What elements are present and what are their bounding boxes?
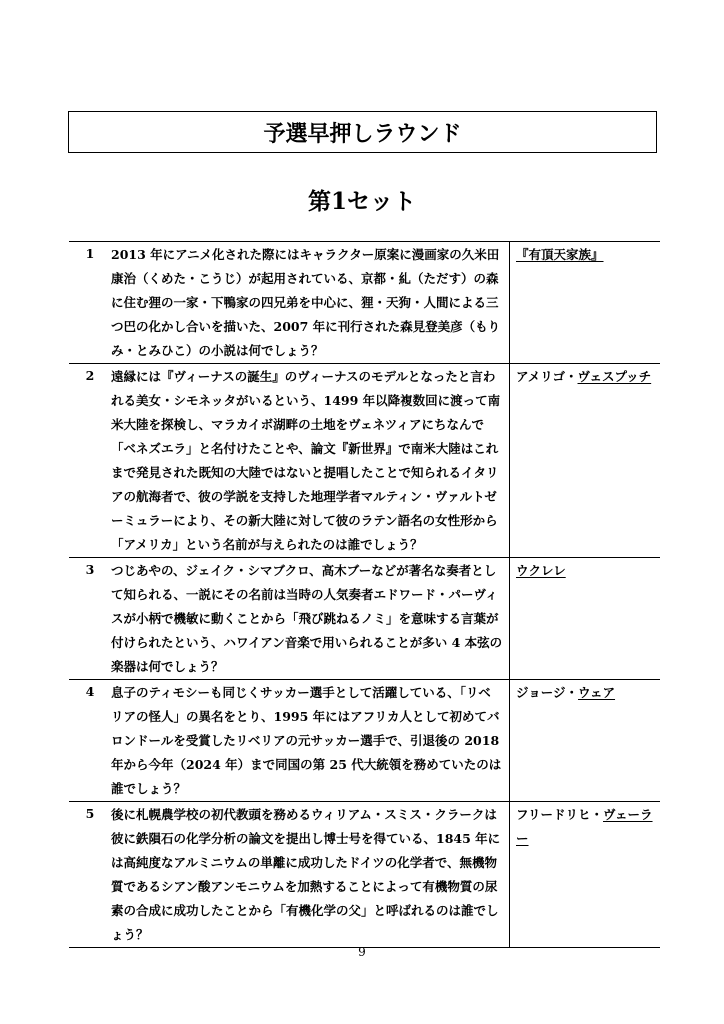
answer-plain: ジョージ・	[516, 685, 579, 700]
question-text: 2013 年にアニメ化された際にはキャラクター原案に漫画家の久米田康治（くめた・こうじ）が起用されている、京都・糺（ただす）の森に住む狸の一家・下鴨家の四兄弟を中心に、狸・天狗・人間による三つ巴の化かし合いを描いた、2007 年に刊行された森見登美彦（もりみ・とみひこ）の小説は何でしょう？	[111, 242, 510, 364]
question-number: 2	[69, 364, 111, 558]
question-text: 後に札幌農学校の初代教頭を務めるウィリアム・スミス・クラークは彼に鉄隕石の化学分析の論文を提出し博士号を得ている、1845 年には高純度なアルミニウムの単離に成功したドイツの化学者で、無機物質であるシアン酸アンモニウムを加熱することによって有機物質の尿素の合成に成功したことから「有機化学の父」と呼ばれるのは誰でしょう？	[111, 802, 510, 948]
answer-cell	[510, 242, 661, 364]
answer-underlined: ウェア	[578, 685, 616, 700]
question-text: 息子のティモシーも同じくサッカー選手として活躍している、「リベリアの怪人」の異名をとり、1995 年にはアフリカ人として初めてバロンドールを受賞したリベリアの元サッカー選手で、引退後の 2018 年から今年（2024 年）まで同国の第 25 代大統領を務めていたのは誰でしょう？	[111, 680, 510, 802]
question-row	[69, 558, 660, 680]
question-row	[69, 364, 660, 558]
question-number: 4	[69, 680, 111, 802]
answer-plain: フリードリヒ・	[516, 807, 604, 822]
answer-underlined: ヴェスプッチ	[577, 369, 652, 384]
question-row	[69, 680, 660, 802]
question-text: 遠縁には『ヴィーナスの誕生』のヴィーナスのモデルとなったと言われる美女・シモネッタがいるという、1499 年以降複数回に渡って南米大陸を探検し、マラカイボ湖畔の土地をヴェネツィアにちなんで「ベネズエラ」と名付けたことや、論文『新世界』で南米大陸はこれまで発見された既知の大陸ではないと提唱したことで知られるイタリアの航海者で、彼の学説を支持した地理学者マルティン・ヴァルトゼーミュラーにより、その新大陸に対して彼のラテン語名の女性形から「アメリカ」という名前が与えられたのは誰でしょう？	[111, 364, 510, 558]
set-title: 第1セット	[307, 188, 416, 215]
answer-underlined: 『有頂天家族』	[516, 247, 604, 262]
question-number: 1	[69, 242, 111, 364]
round-title: 予選早押しラウンド	[263, 120, 462, 147]
question-text: つじあやの、ジェイク・シマブクロ、高木ブーなどが著名な奏者として知られる、一説にその名前は当時の人気奏者エドワード・パーヴィスが小柄で機敏に動くことから「飛び跳ねるノミ」を意味する言葉が付けられたという、ハワイアン音楽で用いられることが多い 4 本弦の楽器は何でしょう？	[111, 558, 510, 680]
question-row	[69, 242, 660, 364]
answer-cell	[510, 802, 661, 948]
round-title-box	[68, 111, 657, 153]
question-table	[69, 241, 660, 948]
question-row	[69, 802, 660, 948]
answer-cell	[510, 680, 661, 802]
question-number: 3	[69, 558, 111, 680]
answer-underlined: ウクレレ	[516, 563, 566, 578]
answer-cell	[510, 364, 661, 558]
question-number: 5	[69, 802, 111, 948]
answer-underlined: ヴェーラー	[516, 807, 653, 846]
answer-cell	[510, 558, 661, 680]
page-number: 9	[358, 945, 366, 959]
answer-plain: アメリゴ・	[516, 369, 578, 384]
